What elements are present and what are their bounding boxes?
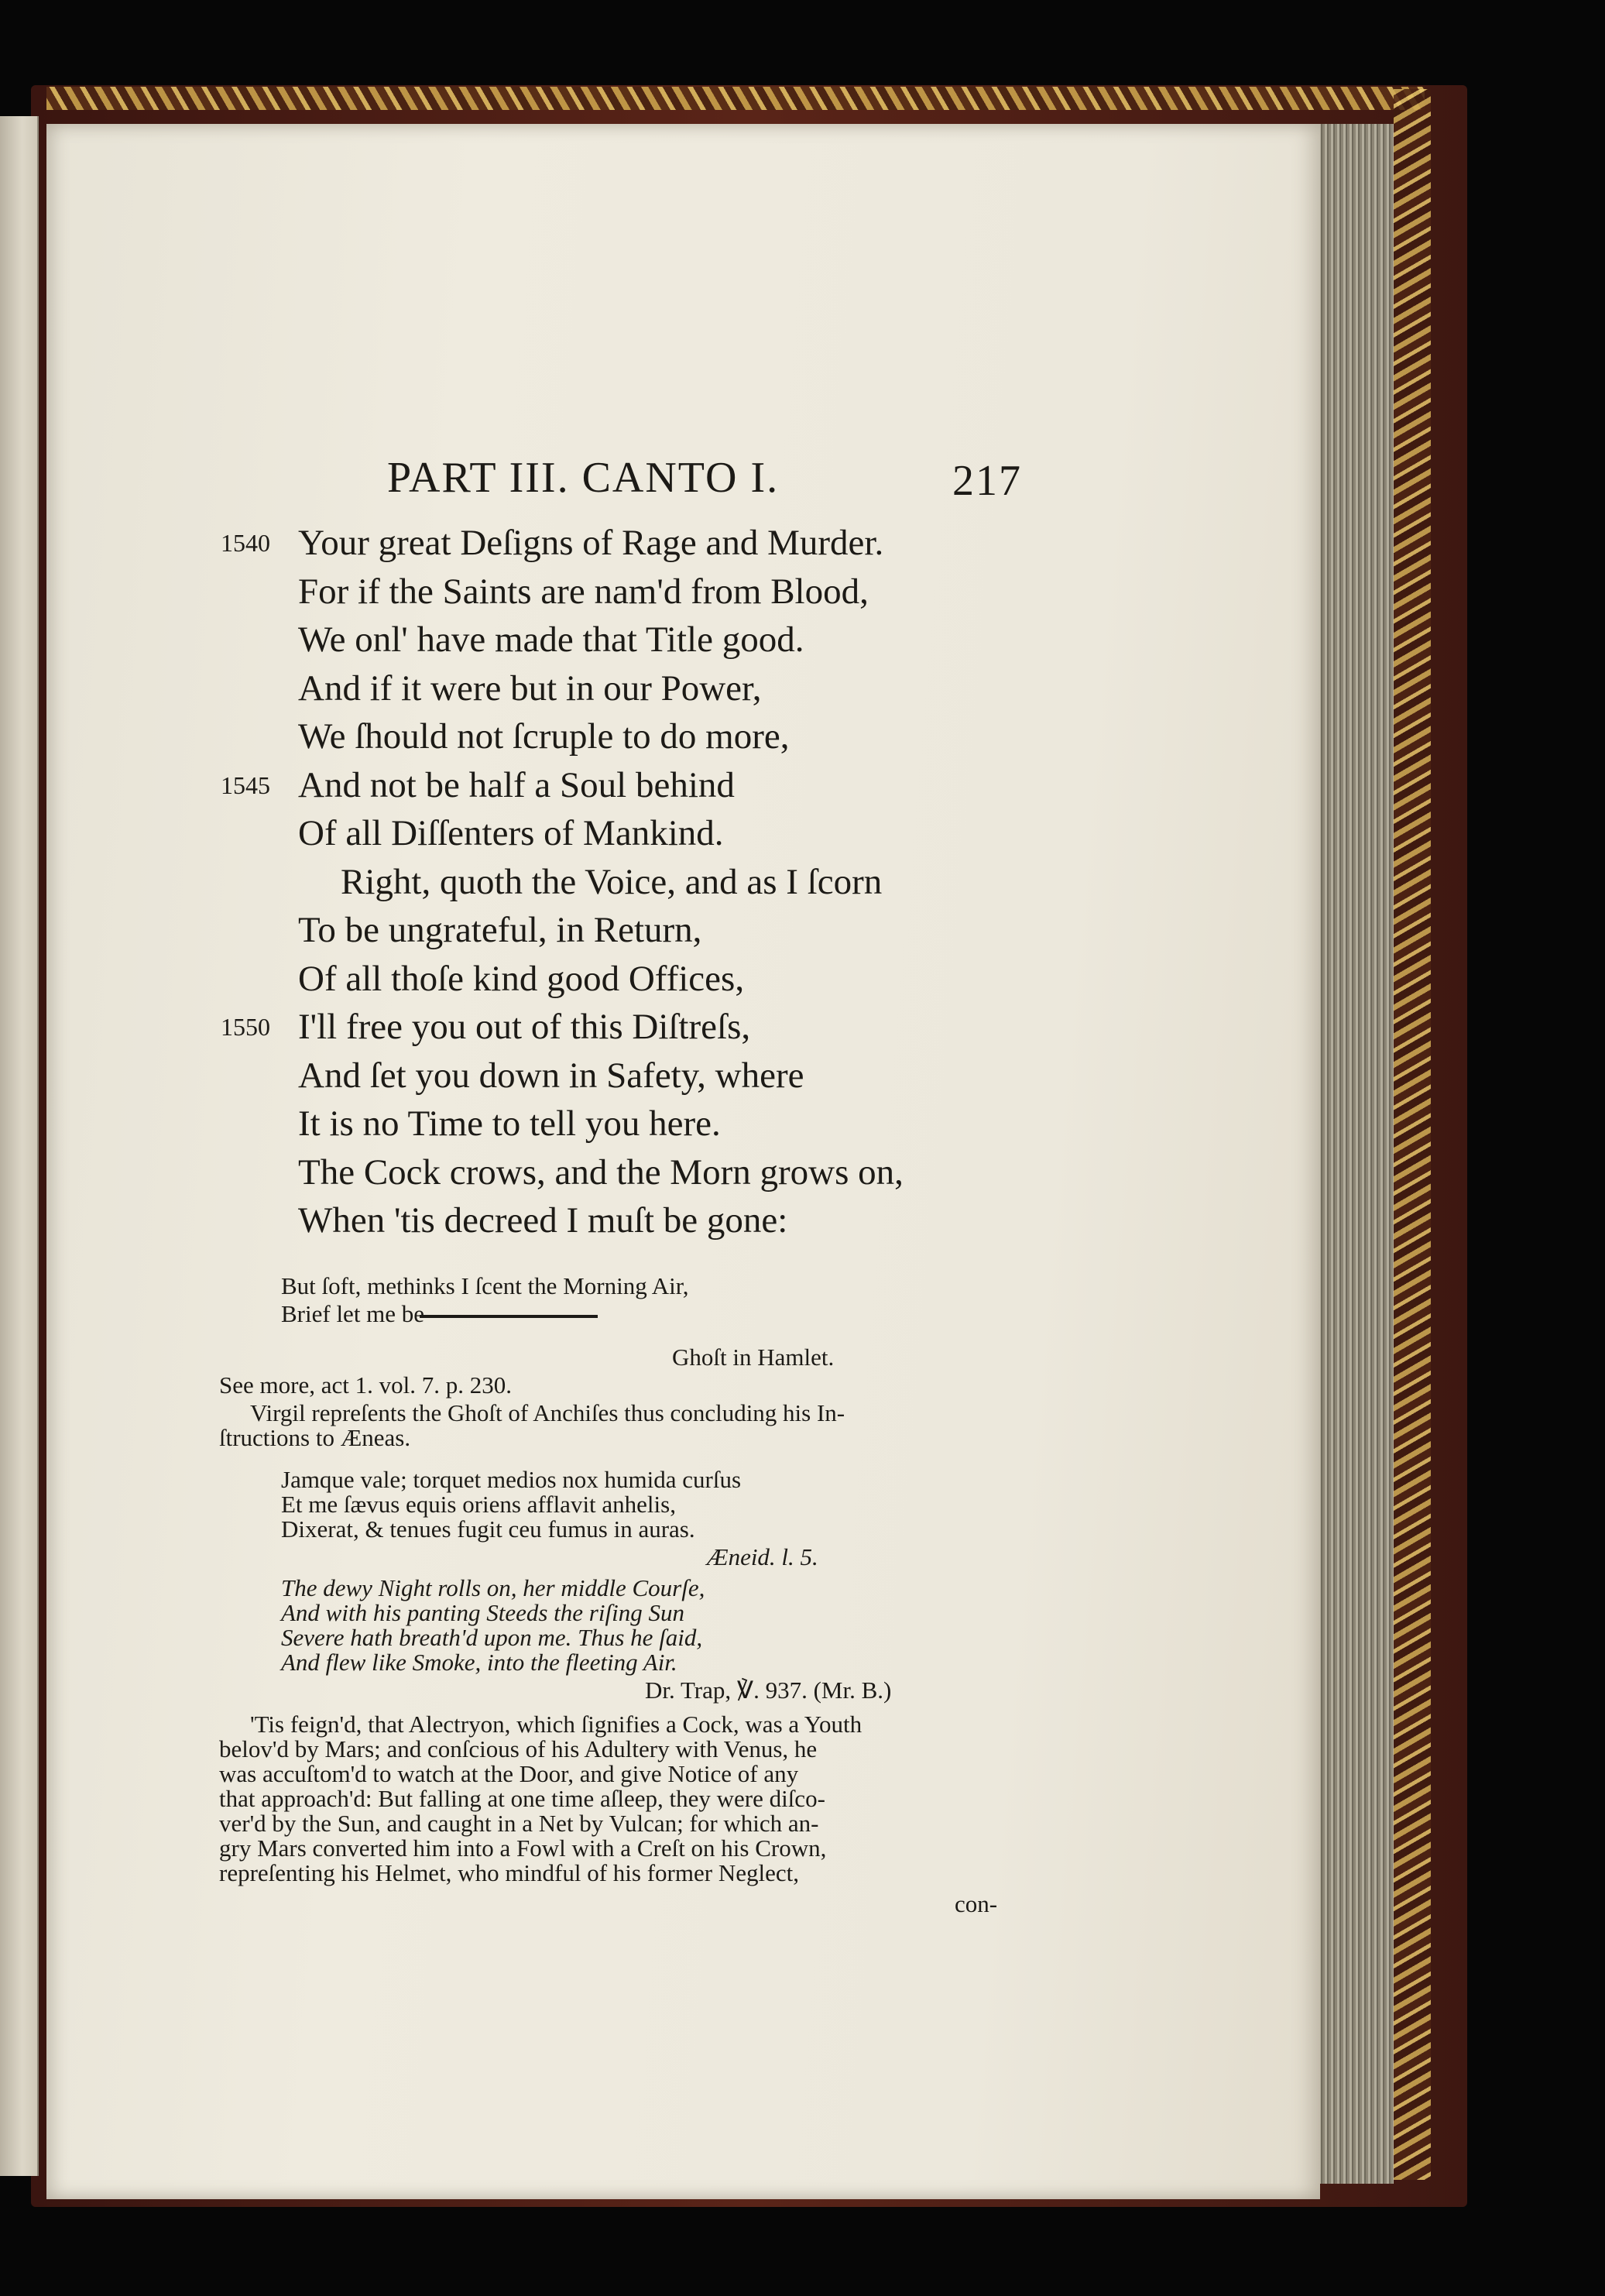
note-see-more: See more, act 1. vol. 7. p. 230. — [219, 1371, 512, 1399]
catchword: con- — [955, 1890, 998, 1917]
line-number: 1550 — [221, 1013, 270, 1041]
translation-line-3: Severe hath breath'd upon me. Thus he ſaid, — [281, 1624, 703, 1651]
verse-text: And ſet you down in Safety, where — [298, 1055, 804, 1096]
line-number: 1545 — [221, 770, 270, 799]
line-number: 1540 — [221, 529, 270, 557]
verse-text: We onl' have made that Title good. — [298, 619, 804, 660]
gilt-tooling-top — [46, 87, 1425, 110]
note-hamlet-line-2 — [281, 1302, 598, 1326]
note-virgil-line-1: Virgil repreſents the Ghoſt of Anchiſes thus concluding his In- — [250, 1399, 845, 1426]
verse-text: Of all Diſſenters of Mankind. — [298, 813, 724, 853]
note-hamlet-line-1: But ſoft, methinks I ſcent the Morning Air, — [281, 1272, 689, 1299]
verse-line — [205, 1100, 1057, 1148]
facing-page-edge — [0, 116, 39, 2176]
note-hamlet-source: Ghoſt in Hamlet. — [672, 1344, 835, 1371]
verse-line — [205, 906, 1057, 955]
verse-text: And if it were but in our Power, — [298, 668, 762, 709]
gilt-tooling-right — [1394, 89, 1431, 2180]
latin-line-2: Et me ſævus equis oriens afflavit anhelis, — [281, 1491, 676, 1518]
translation-line-1: The dewy Night rolls on, her middle Courſe, — [281, 1574, 705, 1601]
page-fore-edge — [1316, 124, 1394, 2184]
latin-source: Æneid. l. 5. — [707, 1543, 818, 1570]
verse-line — [205, 712, 1057, 761]
verse-line — [205, 519, 1057, 568]
verse-text: Right, quoth the Voice, and as I ſcorn — [341, 861, 883, 902]
prose-line-3: was accuſtom'd to watch at the Door, and give Notice of any — [219, 1760, 799, 1787]
prose-line-2: belov'd by Mars; and conſcious of his Adultery with Venus, he — [219, 1735, 818, 1762]
running-head: PART III. CANTO I. — [387, 454, 780, 502]
verse-text: I'll free you out of this Diſtreſs, — [298, 1007, 751, 1047]
prose-line-6: gry Mars converted him into a Fowl with a Creſt on his Crown, — [219, 1834, 827, 1862]
verse-text: To be ungrateful, in Return, — [298, 910, 702, 950]
latin-line-1: Jamque vale; torquet medios nox humida curſus — [281, 1466, 742, 1493]
translation-line-4: And flew like Smoke, into the fleeting Air. — [281, 1649, 677, 1676]
verse-line — [205, 955, 1057, 1004]
prose-line-1: 'Tis feign'd, that Alectryon, which ſignifies a Cock, was a Youth — [250, 1711, 863, 1738]
note-virgil-line-2: ſtructions to Æneas. — [219, 1424, 411, 1451]
verse-block — [205, 519, 1057, 1245]
page-number: 217 — [952, 457, 1022, 505]
verse-text: Your great Deſigns of Rage and Murder. — [298, 523, 884, 563]
verse-line — [205, 1003, 1057, 1052]
verse-text: For if the Saints are nam'd from Blood, — [298, 571, 869, 612]
translation-source: Dr. Trap, ℣. 937. (Mr. B.) — [645, 1677, 892, 1704]
prose-line-7: repreſenting his Helmet, who mindful of his former Neglect, — [219, 1859, 799, 1886]
verse-text: The Cock crows, and the Morn grows on, — [298, 1151, 904, 1193]
verse-text: We ſhould not ſcruple to do more, — [298, 716, 790, 757]
verse-text: It is no Time to tell you here. — [298, 1103, 721, 1144]
dash-rule — [420, 1315, 598, 1318]
translation-line-2: And with his panting Steeds the riſing Sun — [281, 1599, 684, 1626]
verse-line — [205, 761, 1057, 810]
verse-line — [205, 809, 1057, 858]
verse-line — [205, 664, 1057, 713]
prose-line-4: that approach'd: But falling at one time aſleep, they were diſco- — [219, 1785, 825, 1812]
book-page — [46, 124, 1320, 2199]
verse-text: And not be half a Soul behind — [298, 764, 735, 805]
verse-text: Of all thoſe kind good Offices, — [298, 958, 745, 999]
verse-line — [205, 1196, 1057, 1245]
verse-line — [205, 858, 1057, 907]
latin-line-3: Dixerat, & tenues fugit ceu fumus in auras. — [281, 1515, 695, 1543]
verse-line — [205, 1148, 1057, 1197]
prose-line-5: ver'd by the Sun, and caught in a Net by Vulcan; for which an- — [219, 1810, 819, 1837]
verse-text: When 'tis decreed I muſt be gone: — [298, 1200, 788, 1241]
verse-line — [205, 616, 1057, 664]
verse-line — [205, 1052, 1057, 1100]
note-hamlet-line-2-text: Brief let me be — [281, 1300, 425, 1327]
verse-line — [205, 568, 1057, 616]
